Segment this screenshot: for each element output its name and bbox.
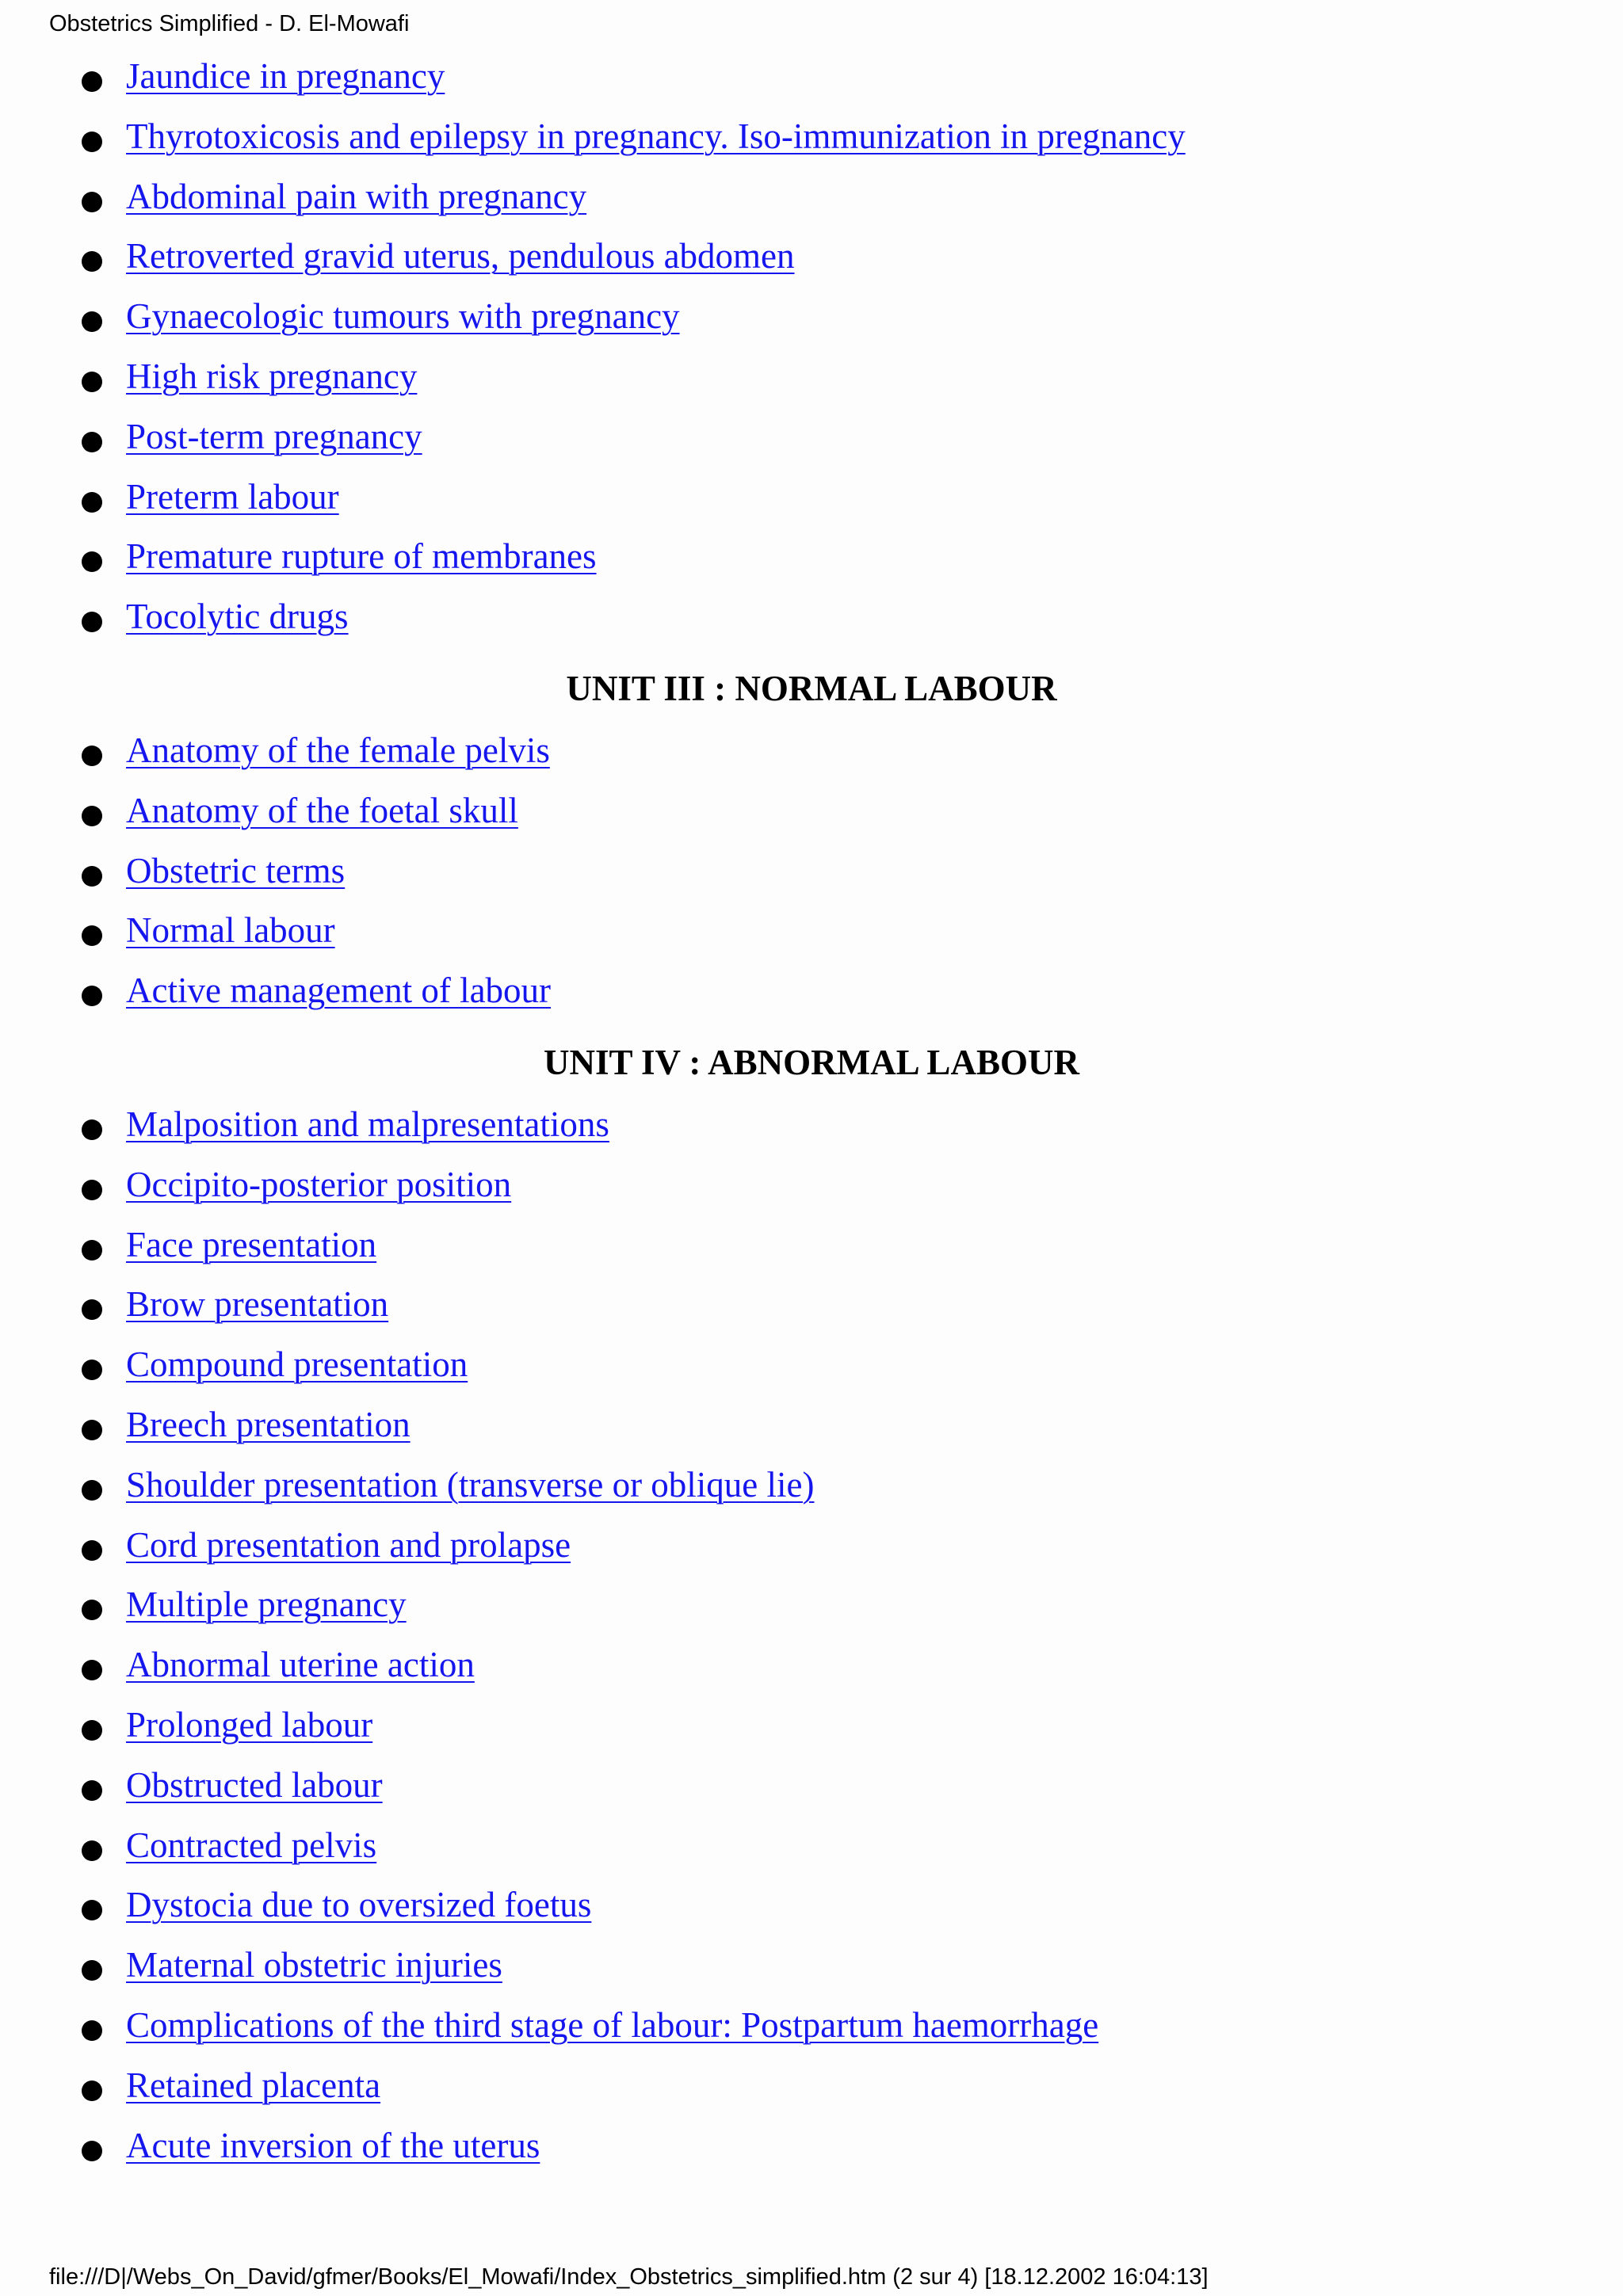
toc-link[interactable]: Face presentation xyxy=(126,1224,377,1264)
list-item xyxy=(0,2063,1623,2123)
section-3-list xyxy=(0,1102,1623,2183)
bullet-icon xyxy=(82,1960,102,1981)
toc-link[interactable]: Premature rupture of membranes xyxy=(126,536,597,577)
toc-link[interactable]: Anatomy of the foetal skull xyxy=(126,790,518,830)
unit-heading-abnormal-labour: UNIT IV : ABNORMAL LABOUR xyxy=(544,1042,1079,1082)
bullet-icon xyxy=(82,1540,102,1561)
toc-link[interactable]: Malposition and malpresentations xyxy=(126,1104,609,1144)
toc-link[interactable]: Acute inversion of the uterus xyxy=(126,2125,540,2165)
list-item xyxy=(0,1523,1623,1583)
list-item xyxy=(0,2123,1623,2183)
bullet-icon xyxy=(82,2020,102,2041)
toc-link[interactable]: Tocolytic drugs xyxy=(126,597,349,637)
list-item xyxy=(0,2003,1623,2063)
bullet-icon xyxy=(82,1420,102,1440)
bullet-icon xyxy=(82,1840,102,1861)
toc-link[interactable]: Occipito-posterior position xyxy=(126,1164,512,1204)
toc-link[interactable]: Abdominal pain with pregnancy xyxy=(126,176,587,216)
list-item xyxy=(0,354,1623,414)
toc-link[interactable]: Anatomy of the female pelvis xyxy=(126,730,550,770)
section-1-list xyxy=(0,54,1623,654)
list-item xyxy=(0,728,1623,788)
bullet-icon xyxy=(82,925,102,946)
list-item xyxy=(0,475,1623,535)
toc-link[interactable]: Breech presentation xyxy=(126,1404,411,1444)
list-item xyxy=(0,1222,1623,1283)
toc-link[interactable]: Shoulder presentation (transverse or oblique lie) xyxy=(126,1464,815,1505)
list-item xyxy=(0,1402,1623,1463)
bullet-icon xyxy=(82,551,102,572)
page-header-title: Obstetrics Simplified - D. El-Mowafi xyxy=(49,11,410,36)
toc-link[interactable]: Thyrotoxicosis and epilepsy in pregnancy. Iso-immunization in pregnancy xyxy=(126,116,1186,156)
bullet-icon xyxy=(82,612,102,632)
bullet-icon xyxy=(82,1900,102,1920)
bullet-icon xyxy=(82,1720,102,1741)
toc-link[interactable]: Normal labour xyxy=(126,910,335,951)
toc-link[interactable]: Active management of labour xyxy=(126,971,552,1011)
bullet-icon xyxy=(82,1660,102,1680)
bullet-icon xyxy=(82,132,102,152)
list-item xyxy=(0,234,1623,294)
list-item xyxy=(0,54,1623,114)
toc-link[interactable]: Abnormal uterine action xyxy=(126,1645,475,1685)
toc-link[interactable]: Dystocia due to oversized foetus xyxy=(126,1885,592,1925)
list-item xyxy=(0,534,1623,594)
bullet-icon xyxy=(82,71,102,92)
list-item xyxy=(0,1162,1623,1222)
list-item xyxy=(0,788,1623,849)
toc-link[interactable]: Retroverted gravid uterus, pendulous abdomen xyxy=(126,236,795,277)
bullet-icon xyxy=(82,2141,102,2161)
list-item xyxy=(0,1943,1623,2003)
bullet-icon xyxy=(82,2081,102,2101)
bullet-icon xyxy=(82,311,102,332)
list-item xyxy=(0,1882,1623,1943)
bullet-icon xyxy=(82,986,102,1006)
bullet-icon xyxy=(82,866,102,887)
bullet-icon xyxy=(82,1780,102,1801)
bullet-icon xyxy=(82,492,102,513)
bullet-icon xyxy=(82,1480,102,1501)
bullet-icon xyxy=(82,251,102,272)
list-item xyxy=(0,294,1623,354)
toc-link[interactable]: High risk pregnancy xyxy=(126,356,418,396)
bullet-icon xyxy=(82,1360,102,1380)
list-item xyxy=(0,1703,1623,1763)
list-item xyxy=(0,1642,1623,1703)
bullet-icon xyxy=(82,746,102,766)
bullet-icon xyxy=(82,1180,102,1200)
list-item xyxy=(0,1582,1623,1642)
list-item xyxy=(0,114,1623,174)
toc-link[interactable]: Cord presentation and prolapse xyxy=(126,1524,571,1565)
toc-link[interactable]: Post-term pregnancy xyxy=(126,416,422,456)
list-item xyxy=(0,1282,1623,1342)
list-item xyxy=(0,1102,1623,1162)
toc-link[interactable]: Prolonged labour xyxy=(126,1704,373,1745)
toc-link[interactable]: Brow presentation xyxy=(126,1284,389,1325)
bullet-icon xyxy=(82,192,102,212)
list-item xyxy=(0,174,1623,235)
list-item xyxy=(0,594,1623,654)
list-item xyxy=(0,414,1623,475)
toc-link[interactable]: Gynaecologic tumours with pregnancy xyxy=(126,296,680,337)
list-item xyxy=(0,1342,1623,1402)
bullet-icon xyxy=(82,1299,102,1320)
toc-link[interactable]: Preterm labour xyxy=(126,476,339,517)
toc-link[interactable]: Retained placenta xyxy=(126,2065,381,2105)
toc-link[interactable]: Obstetric terms xyxy=(126,850,346,891)
list-item xyxy=(0,968,1623,1028)
list-item xyxy=(0,1463,1623,1523)
bullet-icon xyxy=(82,1240,102,1261)
toc-link[interactable]: Contracted pelvis xyxy=(126,1825,377,1865)
unit-heading-normal-labour: UNIT III : NORMAL LABOUR xyxy=(566,668,1057,708)
list-item xyxy=(0,1823,1623,1883)
table-of-contents xyxy=(0,54,1623,2183)
list-item xyxy=(0,1763,1623,1823)
page-footer-url: file:///D|/Webs_On_David/gfmer/Books/El_Mowafi/Index_Obstetrics_simplified.htm (2 sur 4) [18.12.2002 16:04:13] xyxy=(49,2264,1209,2290)
toc-link[interactable]: Multiple pregnancy xyxy=(126,1585,407,1625)
bullet-icon xyxy=(82,1600,102,1620)
bullet-icon xyxy=(82,1119,102,1140)
toc-link[interactable]: Compound presentation xyxy=(126,1344,468,1385)
section-2-list xyxy=(0,728,1623,1028)
toc-link[interactable]: Jaundice in pregnancy xyxy=(126,56,445,96)
toc-link[interactable]: Complications of the third stage of labour: Postpartum haemorrhage xyxy=(126,2004,1099,2045)
bullet-icon xyxy=(82,432,102,452)
toc-link[interactable]: Maternal obstetric injuries xyxy=(126,1945,502,1985)
list-item xyxy=(0,849,1623,909)
list-item xyxy=(0,908,1623,968)
toc-link[interactable]: Obstructed labour xyxy=(126,1764,383,1805)
bullet-icon xyxy=(82,372,102,392)
bullet-icon xyxy=(82,806,102,826)
